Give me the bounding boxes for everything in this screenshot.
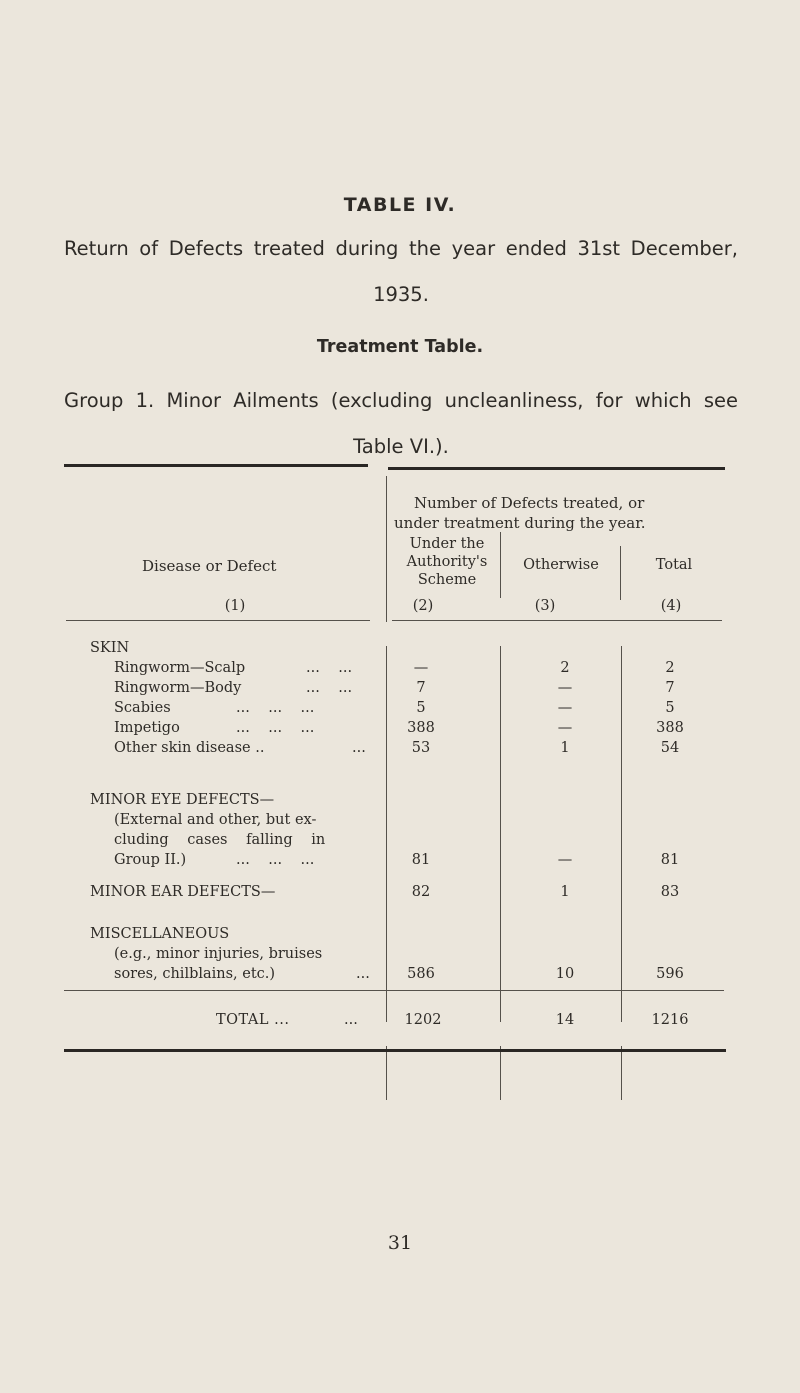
col-number-4: (4) [660,598,682,614]
table-title: TABLE IV. [343,194,457,216]
column-divider-3-header [620,546,621,600]
total-label: TOTAL ... [216,1012,290,1028]
header-bottom-rule-right [392,620,722,621]
misc-total-value: 596 [656,966,684,982]
leader-dots: ... ... ... [236,700,315,716]
page-number: 31 [387,1232,413,1254]
misc-note-1: (e.g., minor injuries, bruises [114,946,323,962]
section-misc: MISCELLANEOUS [90,926,230,942]
col-number-2: (2) [412,598,434,614]
leader-dots: ... [352,740,366,756]
row-label-text: Scabies [114,700,171,716]
row-total-value: 388 [656,720,684,736]
col2-header-line2: Authority's [406,554,488,570]
leader-dots: ... [356,966,370,982]
section-ear: MINOR EAR DEFECTS— [90,884,276,900]
col-number-1: (1) [224,598,246,614]
ear-scheme-value: 82 [411,884,431,900]
bottom-rule [64,1049,726,1052]
section-skin: SKIN [90,640,130,656]
row-scheme-value: 53 [411,740,431,756]
column-divider-3-total [621,1046,622,1100]
group-header-line1: Number of Defects treated, or [414,494,645,512]
row-scheme-value: 388 [407,720,435,736]
group-header-line2: under treatment during the year. [394,514,646,532]
row-label [114,740,378,756]
total-total-value: 1216 [651,1012,689,1028]
row-otherwise-value: — [557,700,573,716]
eye-otherwise-value: — [557,852,573,868]
row-label-text: Ringworm—Scalp [114,660,246,676]
col4-header: Total [655,557,693,573]
leader-dots: ... ... ... [236,720,315,736]
column-divider-2-total [500,1046,501,1100]
leader-dots: ... ... [306,660,353,676]
total-top-rule [64,990,724,991]
row-label-text: Impetigo [114,720,180,736]
row-total-value: 2 [665,660,675,676]
col3-header: Otherwise [523,557,599,573]
col-number-3: (3) [534,598,556,614]
row-scheme-value: 7 [416,680,426,696]
leader-dots: ... ... ... [236,852,315,868]
ear-otherwise-value: 1 [560,884,570,900]
total-otherwise-value: 14 [555,1012,575,1028]
row-scheme-value: 5 [416,700,426,716]
row-total-value: 5 [665,700,675,716]
row-label-text: Other skin disease .. [114,740,265,756]
row-otherwise-value: 2 [560,660,570,676]
treatment-table-heading: Treatment Table. [316,337,484,357]
row-scheme-value: — [413,660,429,676]
leader-dots: ... [344,1012,358,1028]
row-otherwise-value: — [557,720,573,736]
eye-note-3: Group II.) [114,852,187,868]
ear-total-value: 83 [660,884,680,900]
top-rule-left [64,464,368,467]
header-bottom-rule-left [66,620,370,621]
column-divider-1 [386,476,387,622]
row-total-value: 54 [660,740,680,756]
eye-scheme-value: 81 [411,852,431,868]
row-otherwise-value: — [557,680,573,696]
top-rule-right [388,467,725,470]
table-subtitle: Return of Defects treated during the year ended 31st December, 1935. [64,237,738,306]
col1-header: Disease or Defect [142,557,277,575]
misc-scheme-value: 586 [407,966,435,982]
row-otherwise-value: 1 [560,740,570,756]
total-scheme-value: 1202 [404,1012,442,1028]
column-divider-1-total [386,1046,387,1100]
column-divider-1-body [386,646,387,1022]
leader-dots: ... ... [306,680,353,696]
row-label-text: Ringworm—Body [114,680,242,696]
section-eye: MINOR EYE DEFECTS— [90,792,275,808]
column-divider-2-header [500,532,501,598]
eye-total-value: 81 [660,852,680,868]
eye-note-1: (External and other, but ex- [114,812,317,828]
col2-header-line3: Scheme [417,572,477,588]
column-divider-2-body [500,646,501,1022]
misc-note-2: sores, chilblains, etc.) [114,966,276,982]
row-total-value: 7 [665,680,675,696]
eye-note-2: cluding cases falling in [114,832,326,848]
col2-header-line1: Under the [409,536,485,552]
group-heading: Group 1. Minor Ailments (excluding uncleanliness, for which see Table VI.). [64,389,738,458]
misc-otherwise-value: 10 [555,966,575,982]
